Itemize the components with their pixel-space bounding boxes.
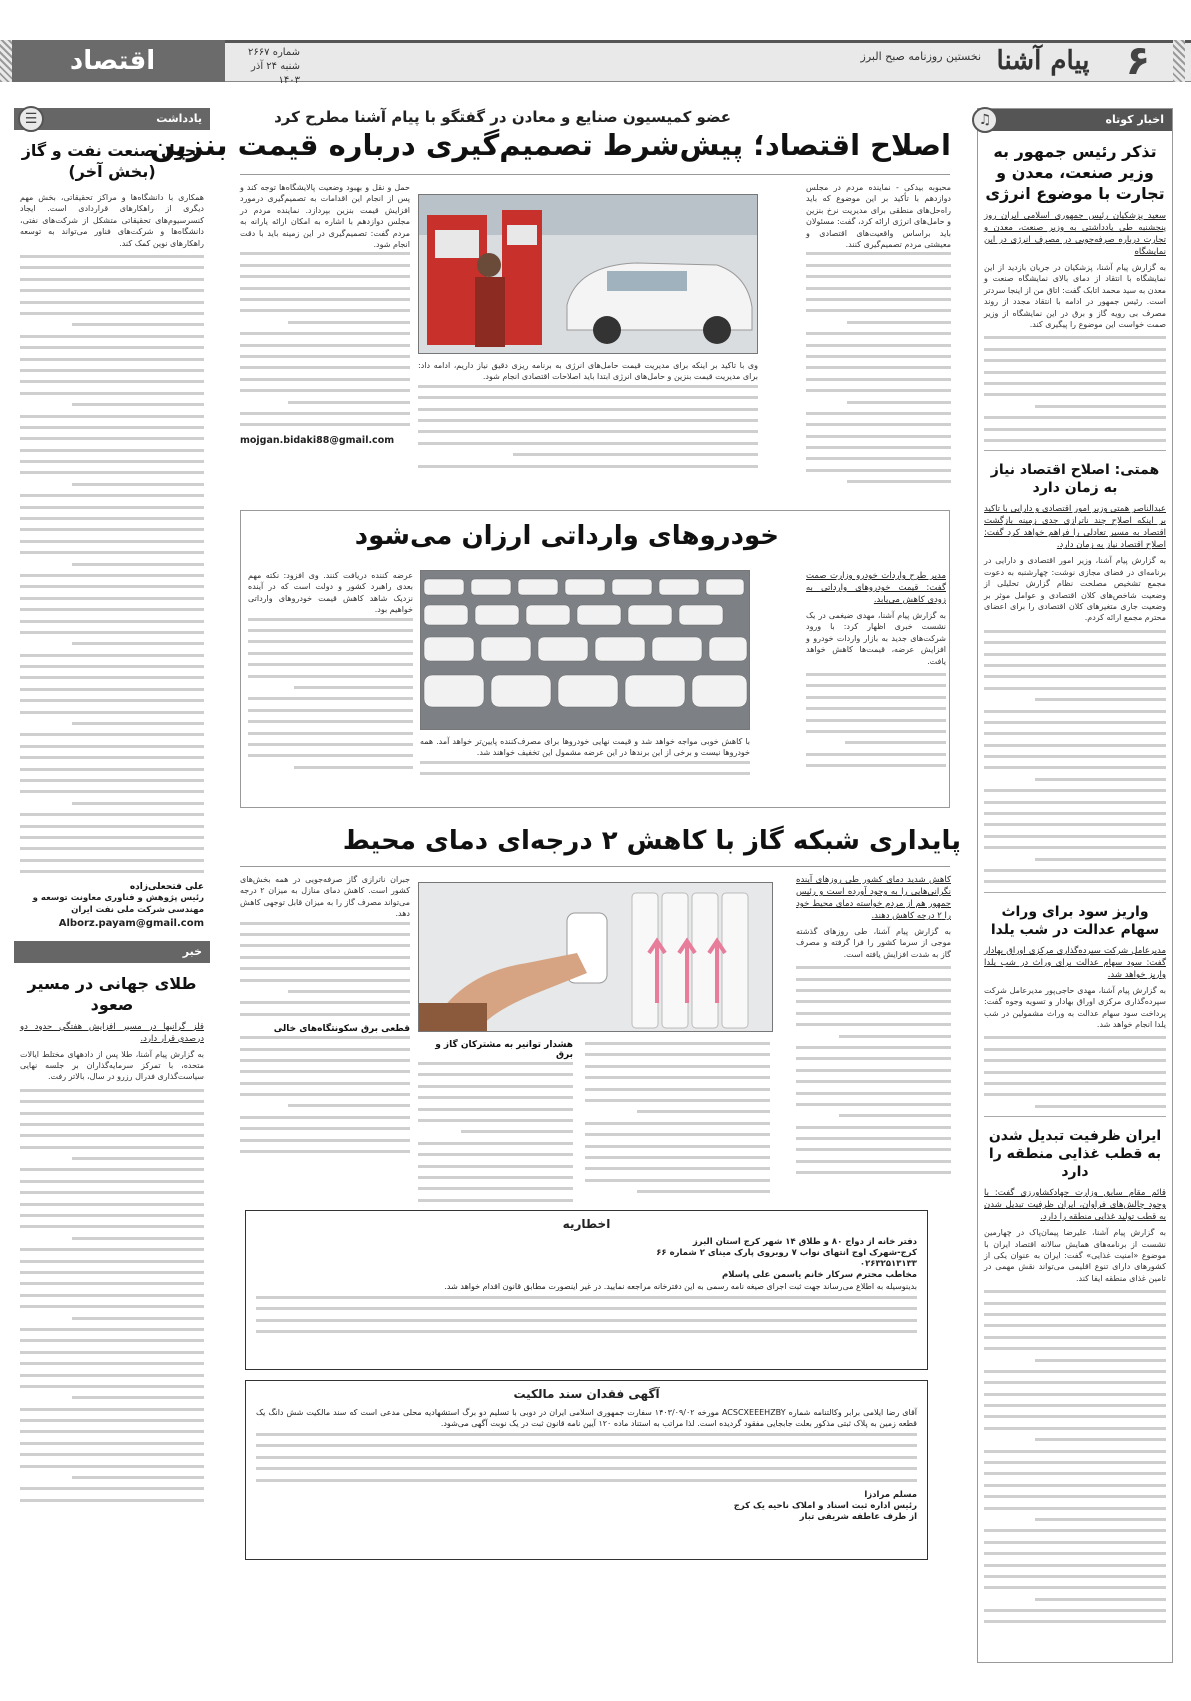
gas-station-illustration: [418, 195, 757, 354]
text-filler: [256, 1433, 917, 1482]
masthead-hatch-left: [0, 40, 12, 82]
notice-lost-deed: [245, 1380, 928, 1560]
gas-headline-rule: [240, 866, 950, 867]
news-lead-2: عبدالناصر همتی وزیر امور اقتصادی و دارایی با تاکید بر اینکه اصلاح چند ناترازی جدی زمینه بازگشت اقتصاد به مسیر تعادلی را فراهم خواهد کرد گفت: اصلاح اقتصاد نیاز به زمان دارد.: [984, 504, 1166, 551]
attendant-head: [477, 253, 501, 277]
notice-summons-addressee: مخاطب محترم سرکار خانم یاسمن علی پاسلام: [722, 1270, 917, 1280]
notice-summons-title: اخطاریه: [562, 1217, 611, 1231]
news-body-4: به گزارش پیام آشنا، علیرضا پیمان‌پاک در چهارمین نشست از برنامه‌های همایش سالانه اقتصاد ایران با موضوع «امنیت غذایی» گفت: ایران به عنوان یکی از کشورهای دارای تنوع اقلیمی می‌تواند نقش مهمی در تامین غذای منطقه ایفا کند.: [984, 1228, 1166, 1283]
note-author-title: رئیس پژوهش و فناوری معاونت توسعه و مهندسی شرکت ملی نفت ایران: [32, 892, 204, 915]
notice-signer-title: رئیس اداره ثبت اسناد و املاک ناحیه یک کرج: [733, 1500, 917, 1511]
notice-summons-line2: کرج-شهرک اوج انتهای نواب ۷ روبروی پارک مینای ۲ شماره ۶۶: [656, 1248, 917, 1258]
lead-body-left-text: حمل و نقل و بهبود وضعیت پالایشگاه‌ها توجه کند و پس از انجام این اقدامات به تصمیم‌گیری درمورد افزایش قیمت بنزین بپردازد. نماینده مردم در مجلس دوازدهم با اشاره به امکان ارائه یارانه به مردم گفت: تصمیم‌گیری در این زمینه باید با دقت انجام شود.: [240, 183, 410, 250]
news-title-4: ایران ظرفیت تبدیل شدن به قطب غذایی منطقه را دارد: [988, 1128, 1162, 1181]
cars-lead: مدیر طرح واردات خودرو وزارت صمت گفت: قیمت خودروهای وارداتی به زودی کاهش می‌یابد.: [806, 571, 946, 605]
text-filler: [984, 630, 1166, 884]
gas-subhead-1: قطعی برق سکونتگاه‌های خالی: [273, 1024, 410, 1035]
megaphone-icon: ♫: [972, 107, 998, 133]
text-filler: [240, 252, 410, 426]
note-author-email[interactable]: Alborz.payam@gmail.com: [58, 917, 204, 929]
lead-body-middle-text: وی با تاکید بر اینکه برای مدیریت قیمت حامل‌های انرژی به برنامه ریزی دقیق نیاز داریم، ادامه داد: برای مدیریت قیمت بنزین و حامل‌های انرژی ابتدا باید اصلاحات اقتصادی انجام شود.: [418, 361, 758, 382]
cars-body-left-text: عرضه کننده دریافت کنند. وی افزود: نکته مهم بعدی راهبرد کشور و دولت است که در آینده نزدیک شاهد کاهش قیمت خودروهای وارداتی خواهیم بود.: [248, 571, 413, 615]
notepad-icon: ☰: [18, 106, 44, 132]
text-filler: [418, 385, 758, 468]
note-tag: [14, 108, 210, 130]
text-filler: [585, 1042, 770, 1193]
cars-headline: خودروهای وارداتی ارزان می‌شود: [354, 521, 779, 551]
cars-body-right: [806, 570, 946, 800]
gas-subhead-2: هشدار توانیر به مشترکان گاز و برق: [435, 1040, 573, 1060]
short-news-tag: [978, 109, 1172, 131]
divider: [984, 450, 1166, 451]
section-label: اقتصاد: [0, 40, 225, 82]
lead-author-email[interactable]: mojgan.bidaki88@gmail.com: [240, 434, 395, 446]
notice-summons-line1: دفتر خانه از دواج ۸۰ و طلاق ۱۴ شهر کرج استان البرز: [692, 1237, 917, 1247]
text-filler: [418, 1062, 573, 1202]
text-filler: [20, 255, 204, 873]
radiator-illustration: [418, 883, 772, 1032]
gas-lead: کاهش شدید دمای کشور طی روزهای آینده نگرانی‌هایی را به وجود آورده است و رئیس جمهور هم از مردم خواسته دمای محیط خود را ۲ درجه کاهش دهند.: [796, 875, 951, 921]
lead-headline: اصلاح اقتصاد؛ پیش‌شرط تصمیم‌گیری درباره قیمت بنزین: [149, 128, 951, 162]
lead-body-left: [240, 182, 410, 494]
masthead-hatch-right: [1173, 40, 1185, 82]
issue-date: شنبه ۲۴ آذر ۱۴۰۳: [251, 61, 300, 86]
news-lead-4: قائم مقام سابق وزارت جهادکشاورزی گفت: با وجود چالش‌های فراوان، ایران ظرفیت تبدیل شدن به قطب تولید غذایی منطقه را دارد.: [984, 1188, 1166, 1223]
opinion-column: [14, 108, 210, 1663]
lead-body-middle: [418, 360, 758, 494]
news-body-3: به گزارش پیام آشنا، مهدی حاجی‌پور مدیرعامل شرکت سپرده‌گذاری مرکزی اوراق بهادار و تسویه وجوه گفت: پرداخت سود سهام عدالت به وراث مشمولین در شب یلدا انجام خواهد شد.: [984, 985, 1166, 1029]
parked-cars-illustration: [420, 571, 749, 730]
note-body: همکاری با دانشگاه‌ها و مراکز تحقیقاتی، بخش مهم دیگری از راهکارهای قراردادی است. ایجاد کنسرسیوم‌های تحقیقاتی متشکل از شرکت‌های نفتی، دانشگاه‌ها و شرکت‌های فناور می‌تواند به توسعه راهکارهای نوین کمک کند.: [20, 193, 204, 248]
notice-lost-deed-body: آقای رضا ایلامی برابر وکالتنامه شماره ACSCXEEEHZBY مورخه ۱۴۰۳/۰۹/۰۲ سفارت جمهوری اسلامی ایران در دوبی با تسلیم دو برگ استشهادیه محلی مدعی است که سند مالکیت شش دانگ یک قطعه زمین به پلاک ثبتی مذکور بعلت جابجایی مفقود گردیده است. لذا مراتب به استناد ماده ۱۲۰ آیین نامه قانون ثبت در یک نوبت آگهی می‌شود.: [256, 1408, 917, 1428]
note-author-name: علی فتحعلی‌زاده: [129, 881, 204, 892]
lead-body-right-text: محبوبه بیدکی - نماینده مردم در مجلس دوازدهم با تأکید بر این موضوع که باید راه‌حل‌های منطقی برای مدیریت نرخ بنزین و حامل‌های انرژی ارائه کرد، گفت: مسئولان باید براساس واقعیت‌های اقتصادی و معیشتی مردم تصمیم‌گیری کنند.: [806, 183, 951, 250]
gold-news-lead: قلز گرانبها در مسیر افزایش هفتگی حدود دو درصدی قرار دارد.: [20, 1021, 204, 1044]
gas-body-right-text: به گزارش پیام آشنا، طی روزهای گذشته موجی از سرما کشور را فرا گرفته و مصرف گاز به شدت افزایش یافته است.: [796, 927, 951, 959]
gas-headline: پایداری شبکه گاز با کاهش ۲ درجه‌ای دمای محیط: [342, 826, 961, 856]
headline-rule: [240, 174, 950, 175]
issue-info: [230, 46, 300, 88]
cars-body-bottom-text: با کاهش خوبی مواجه خواهد شد و قیمت نهایی خودروها برای مصرف‌کننده پایین‌تر خواهد آمد. همه خودروها نیست و برخی از این برندها در این عرضه مشمول این تخفیف خواهند شد.: [420, 737, 750, 758]
text-filler: [806, 673, 946, 767]
text-filler: [240, 1036, 410, 1153]
text-filler: [256, 1296, 917, 1333]
cars-body-right-text: به گزارش پیام آشنا، مهدی ضیغمی در یک نشست خبری اظهار کرد: با ورود شرکت‌های جدید به بازار واردات خودرو و افزایش عرضه، قیمت‌ها کاهش خواهد یافت.: [806, 611, 946, 666]
lead-body-right: [806, 182, 951, 494]
gas-body-left-text: جبران ناترازی گاز صرفه‌جویی در همه بخش‌های کشور است. کاهش دمای منازل به میزان ۲ درجه می‌تواند مصرف گاز را به میزان قابل توجهی کاهش دهد.: [240, 875, 410, 919]
notice-signer: مسلم مرادزا: [864, 1489, 917, 1500]
text-filler: [806, 252, 951, 483]
news-body-2: به گزارش پیام آشنا، وزیر امور اقتصادی و دارایی در برنامه‌ای در فضای مجازی نوشت: چهارشنبه به دعوت مجمع تشخیص مصلحت نظام گزارش تحلیلی از وضعیت شاخص‌های کلان اقتصادی و عوامل موثر بر وضعیت جاری متغیرهای کلان اقتصادی را برای اعضای محترم مجمع ارائه کردم.: [984, 556, 1166, 623]
cars-parking-photo: [420, 570, 750, 730]
newspaper-logo: پیام آشنا: [996, 46, 1090, 76]
gas-station-photo: [418, 194, 758, 354]
text-filler: [984, 336, 1166, 442]
gas-body-middle-left: [418, 1040, 573, 1205]
news-lead-3: مدیرعامل شرکت سپرده‌گذاری مرکزی اوراق بهادار گفت: سود سهام عدالت برای وراث در شب یلدا واریز خواهد شد.: [984, 945, 1166, 980]
tagline: نخستین روزنامه صبح البرز: [860, 50, 981, 63]
text-filler: [984, 1036, 1166, 1107]
notice-signer-org: از طرف عاطفه شریفی تبار: [799, 1511, 917, 1522]
text-filler: [20, 1089, 204, 1502]
news-title-1: تذکر رئیس جمهور به وزیر صنعت، معدن و تجارت با موضوع انرژی: [985, 142, 1165, 203]
news-lead-1: سعید پزشکیان رئیس جمهوری اسلامی ایران روز پنجشنبه طی یادداشتی به وزیر صنعت، معدن و تجارت درباره صرفه‌جویی در مصرف انرژی در این نمایشگاه: [984, 211, 1166, 257]
gold-news-title: طلای جهانی در مسیر صعود: [27, 973, 197, 1014]
attendant-body: [475, 277, 505, 347]
lead-kicker: عضو کمیسیون صنایع و معادن در گفتگو با پیام آشنا مطرح کرد: [274, 108, 731, 126]
radiator-photo: [418, 882, 773, 1032]
gold-news-body: به گزارش پیام آشنا، طلا پس از دادههای مختلط ایالات متحده، با تمرکز سرمایه‌گذاران بر جلسه نهایی سیاست‌گذاری فدرال رزرو در سال، بالاتر رفت.: [20, 1049, 204, 1082]
sleeve: [418, 1003, 487, 1032]
text-filler: [248, 618, 413, 769]
divider: [984, 892, 1166, 893]
notice-summons-body: بدینوسیله به اطلاع می‌رساند جهت ثبت اجرای صیغه نامه رسمی به این دفترخانه مراجعه نمایید. در غیر اینصورت مطابق قانون اقدام خواهد شد.: [444, 1282, 917, 1291]
note-tag-label: یادداشت: [156, 112, 202, 125]
divider: [984, 1116, 1166, 1117]
cars-body-left: [248, 570, 413, 800]
text-filler: [984, 1290, 1166, 1623]
text-filler: [420, 761, 750, 775]
news-tag-label: خبر: [182, 944, 202, 958]
cars-body-bottom: [420, 736, 750, 802]
news-tag: [14, 941, 210, 963]
short-news-column: [977, 108, 1173, 1663]
issue-number: شماره ۲۶۶۷: [248, 47, 300, 58]
gas-body-right: [796, 874, 951, 1202]
text-filler: [240, 922, 410, 1016]
notice-summons: [245, 1210, 928, 1370]
notice-lost-deed-title: آگهی فقدان سند مالکیت: [513, 1387, 660, 1401]
gas-body-left: [240, 874, 410, 1202]
notice-summons-phone: ۰۲۶۳۲۵۱۳۱۳۳: [859, 1259, 917, 1269]
page-number: ۶: [1125, 38, 1151, 84]
short-news-tag-label: اخبار کوتاه: [1105, 113, 1164, 126]
text-filler: [796, 966, 951, 1174]
news-body-1: به گزارش پیام آشنا، پزشکیان در جریان بازدید از این نمایشگاه با انتقاد از دمای بالای نمایشگاه صنعت و معدن به سید محمد اتابک گفت: اتاق من از اینجا سردتر است. رئیس جمهور در ادامه با انتقاد مجدد از روند مصرف بی رویه گاز و برق در این نمایشگاه از وزیر صمت خواست این موضوع را پیگیری کند.: [984, 263, 1166, 330]
gas-body-middle-right: [585, 1040, 770, 1205]
note-title: تحول صنعت نفت و گاز (بخش آخر): [21, 141, 203, 181]
news-title-3: واریز سود برای وراث سهام عدالت در شب یلدا: [990, 903, 1160, 938]
news-title-2: همتی: اصلاح اقتصاد نیاز به زمان دارد: [990, 462, 1160, 497]
